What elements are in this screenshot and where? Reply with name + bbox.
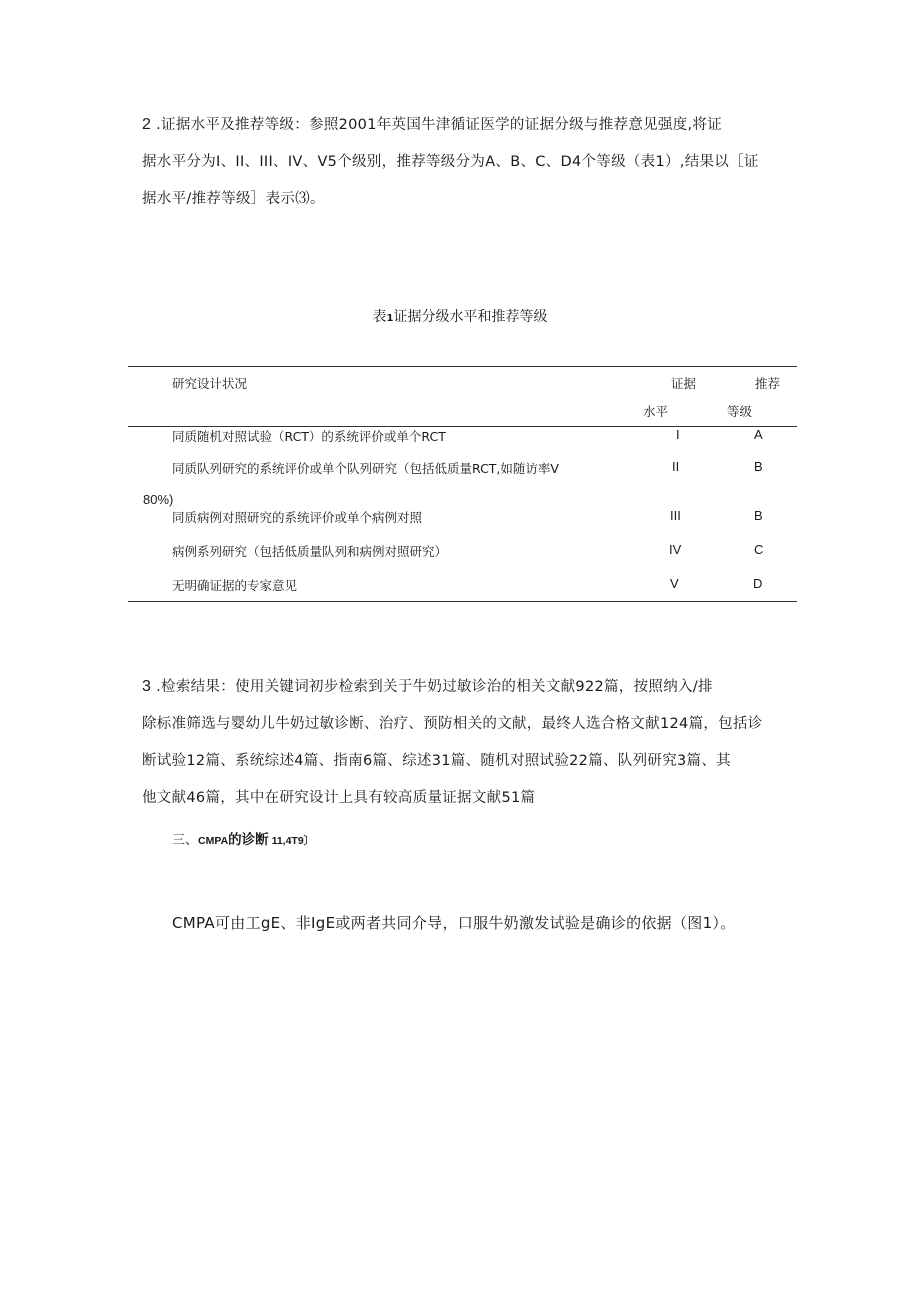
row-design: 同质队列研究的系统评价或单个队列研究（包括低质量RCT,如随访率V bbox=[172, 461, 559, 476]
paragraph-text: .检索结果：使用关键词初步检索到关于牛奶过敏诊治的相关文献922篇，按照纳入/排 bbox=[151, 679, 713, 695]
row-level: III bbox=[670, 508, 681, 523]
paragraph-line bbox=[142, 668, 798, 706]
paragraph-evidence-levels bbox=[142, 106, 798, 218]
section-title: 的诊断 bbox=[228, 832, 269, 848]
row-design-continuation: 80%) bbox=[143, 492, 174, 507]
table-top-rule bbox=[128, 366, 797, 367]
header-grade-line1: 推荐 bbox=[755, 376, 781, 391]
paragraph-search-results bbox=[142, 668, 798, 817]
paragraph-text: .证据水平及推荐等级：参照2001年英国牛津循证医学的证据分级与推荐意见强度,将证 bbox=[151, 117, 723, 133]
item-number: 3 bbox=[142, 678, 152, 695]
row-design: 病例系列研究（包括低质量队列和病例对照研究） bbox=[172, 544, 448, 559]
row-level: I bbox=[676, 427, 680, 442]
row-grade: D bbox=[753, 576, 763, 591]
row-design: 同质病例对照研究的系统评价或单个病例对照 bbox=[172, 510, 423, 525]
item-number: 2 bbox=[142, 116, 152, 133]
header-grade-line2: 等级 bbox=[727, 404, 753, 419]
header-design: 研究设计状况 bbox=[172, 376, 248, 391]
header-level-line1: 证据 bbox=[671, 376, 697, 391]
table-title-text: 证据分级水平和推荐等级 bbox=[393, 309, 548, 325]
paragraph-line: 他文献46篇，其中在研究设计上具有较高质量证据文献51篇 bbox=[142, 790, 536, 806]
row-grade: B bbox=[754, 508, 763, 523]
paragraph-line: 断试验12篇、系统综述4篇、指南6篇、综述31篇、随机对照试验22篇、队列研究3篇、其 bbox=[142, 753, 731, 769]
section-heading bbox=[172, 828, 314, 848]
paragraph-line: 除标准筛选与婴幼儿牛奶过敏诊断、治疗、预防相关的文献，最终人选合格文献124篇，包括诊 bbox=[142, 716, 763, 732]
table-title-number: 1 bbox=[386, 313, 394, 324]
section-reference: 11,4T9〕 bbox=[268, 835, 315, 847]
row-level: V bbox=[670, 576, 679, 591]
row-grade: C bbox=[754, 542, 764, 557]
row-grade: B bbox=[754, 459, 763, 474]
header-level-line2: 水平 bbox=[643, 404, 669, 419]
row-grade: A bbox=[754, 427, 763, 442]
paragraph-line: 据水平/推荐等级］表示⑶。 bbox=[142, 191, 325, 207]
paragraph-line bbox=[142, 106, 798, 144]
section-abbr: CMPA bbox=[198, 835, 229, 847]
row-design: 同质随机对照试验（RCT）的系统评价或单个RCT bbox=[172, 429, 446, 444]
row-level: IV bbox=[669, 542, 682, 557]
row-design: 无明确证据的专家意见 bbox=[172, 578, 298, 593]
table-bottom-rule bbox=[128, 601, 797, 602]
row-level: II bbox=[672, 459, 680, 474]
table-title-prefix: 表 bbox=[372, 309, 387, 325]
section-number: 三、 bbox=[172, 833, 199, 848]
table-title bbox=[0, 306, 920, 326]
section-intro-text: CMPA可由工gE、非IgE或两者共同介导，口服牛奶激发试验是确诊的依据（图1）。 bbox=[172, 914, 736, 932]
paragraph-line: 据水平分为I、II、III、IV、V5个级别，推荐等级分为A、B、C、D4个等级（表1）,结果以［证 bbox=[142, 154, 759, 170]
